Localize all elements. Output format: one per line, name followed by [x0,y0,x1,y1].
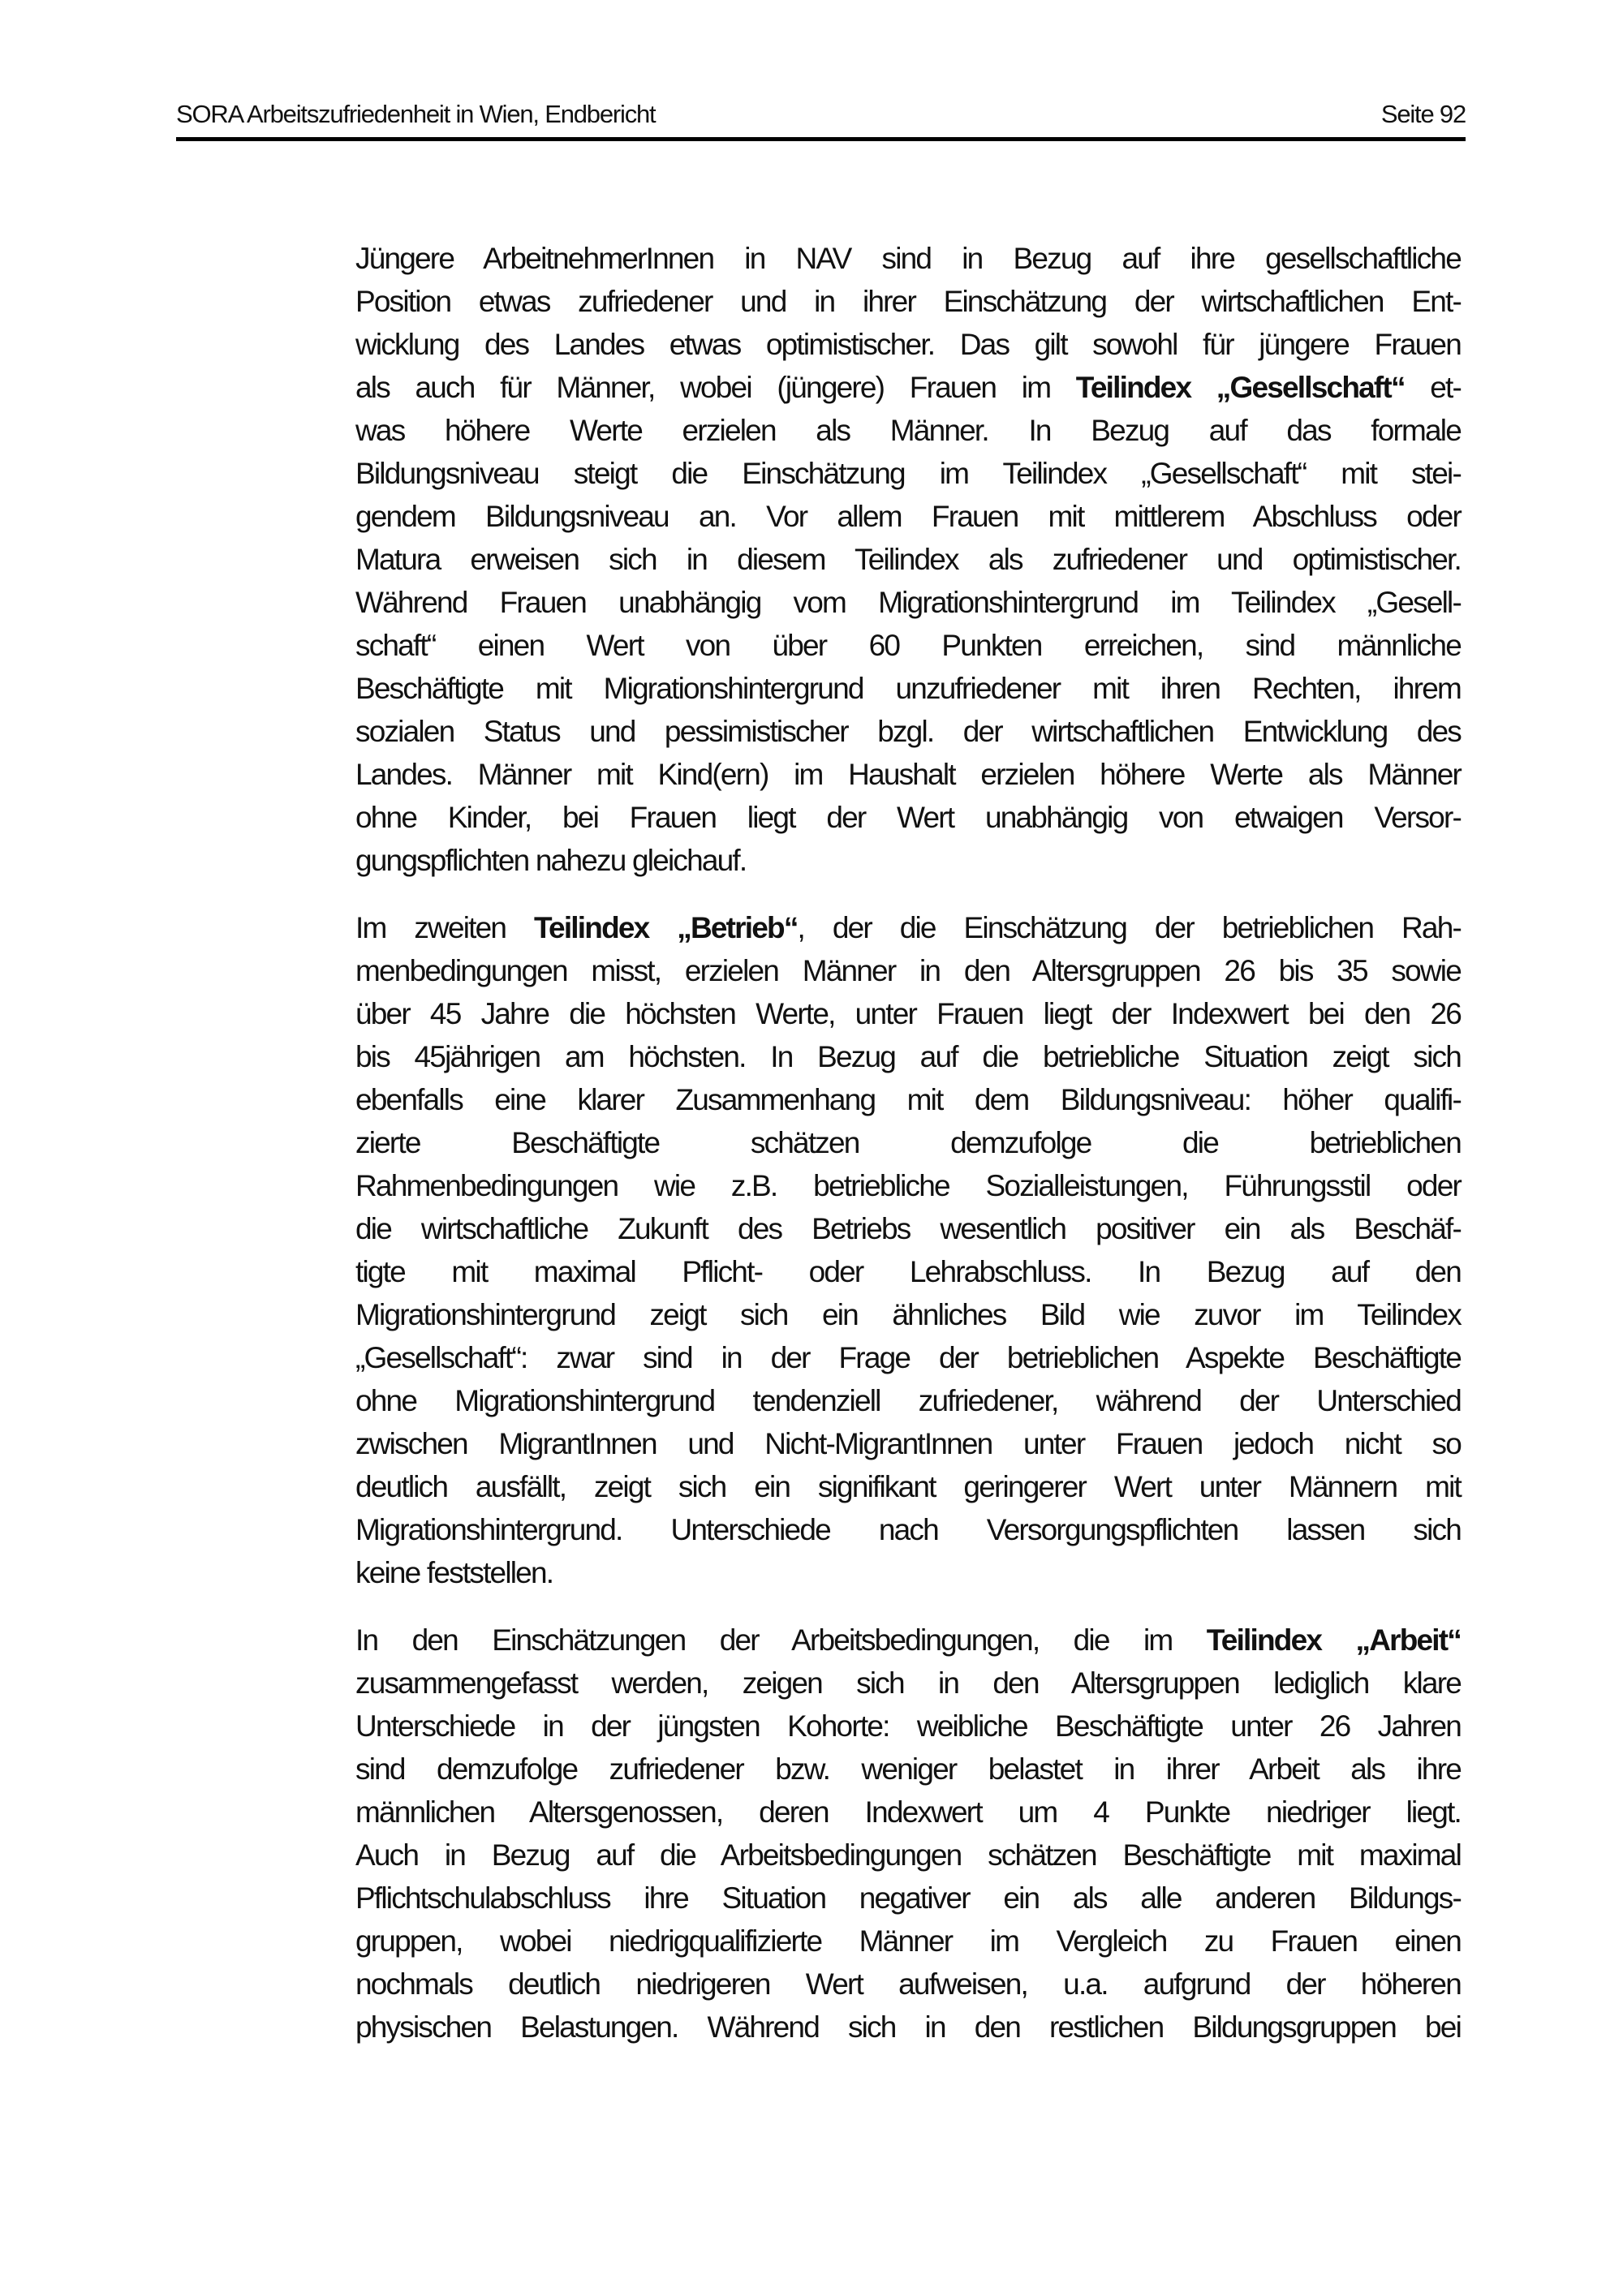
text-line: Beschäftigte mit Migrationshintergrund unzufriedener mit ihren Rechten, ihrem [355,672,1461,705]
text-line: ohne Migrationshintergrund tendenziell zufriedener, während der Unterschied [355,1384,1461,1417]
text-line: Bildungsniveau steigt die Einschätzung im Teilindex „Gesellschaft“ mit stei- [355,457,1461,490]
text-line: Rahmenbedingungen wie z.B. betriebliche Sozialleistungen, Führungsstil oder [355,1169,1461,1202]
text-line: keine feststellen. [355,1556,553,1589]
text-line: Auch in Bezug auf die Arbeitsbedingungen schätzen Beschäftigte mit maximal [355,1838,1461,1872]
text-line: Unterschiede in der jüngsten Kohorte: weibliche Beschäftigte unter 26 Jahren [355,1709,1461,1743]
text-line: ebenfalls eine klarer Zusammenhang mit dem Bildungsniveau: höher qualifi- [355,1083,1461,1116]
text-line: sind demzufolge zufriedener bzw. weniger belastet in ihrer Arbeit als ihre [355,1752,1461,1786]
text-line: Matura erweisen sich in diesem Teilindex als zufriedener und optimistischer. [355,543,1461,576]
text-line: In den Einschätzungen der Arbeitsbedingungen, die im Teilindex „Arbeit“ [355,1623,1461,1657]
paragraph [355,1619,1461,2049]
text-line: bis 45jährigen am höchsten. In Bezug auf die betriebliche Situation zeigt sich [355,1040,1461,1073]
text-line: tigte mit maximal Pflicht- oder Lehrabschluss. In Bezug auf den [355,1255,1461,1288]
text-line: gendem Bildungsniveau an. Vor allem Frauen mit mittlerem Abschluss oder [355,500,1461,533]
text-line: Landes. Männer mit Kind(ern) im Haushalt erzielen höhere Werte als Männer [355,758,1461,791]
text-line: schaft“ einen Wert von über 60 Punkten erreichen, sind männliche [355,629,1461,662]
paragraph [355,906,1461,1594]
document-body [355,237,1461,2049]
text-line: über 45 Jahre die höchsten Werte, unter Frauen liegt der Indexwert bei den 26 [355,997,1461,1030]
text-line: zusammengefasst werden, zeigen sich in den Altersgruppen lediglich klare [355,1666,1461,1700]
text-line: sozialen Status und pessimistischer bzgl. der wirtschaftlichen Entwicklung des [355,715,1461,748]
page-number: Seite 92 [1380,100,1466,128]
text-line: menbedingungen misst, erzielen Männer in den Altersgruppen 26 bis 35 sowie [355,954,1461,987]
running-header-title: SORA Arbeitszufriedenheit in Wien, Endbericht [176,100,656,128]
text-line: Pflichtschulabschluss ihre Situation negativer ein als alle anderen Bildungs- [355,1881,1461,1915]
text-line: ohne Kinder, bei Frauen liegt der Wert unabhängig von etwaigen Versor- [355,801,1461,834]
text-line: Position etwas zufriedener und in ihrer Einschätzung der wirtschaftlichen Ent- [355,285,1461,318]
page-header [176,0,1466,141]
bold-term: Teilindex „Gesellschaft“ [1075,371,1405,404]
bold-term: Teilindex „Betrieb“ [534,911,798,944]
text-line: Während Frauen unabhängig vom Migrationshintergrund im Teilindex „Gesell- [355,586,1461,619]
text-line: zierte Beschäftigte schätzen demzufolge die betrieblichen [355,1126,1461,1159]
text-line: gungspflichten nahezu gleichauf. [355,844,747,877]
text-line: Im zweiten Teilindex „Betrieb“, der die Einschätzung der betrieblichen Rah- [355,911,1461,944]
text-line: „Gesellschaft“: zwar sind in der Frage der betrieblichen Aspekte Beschäftigte [355,1341,1461,1374]
bold-term: Teilindex „Arbeit“ [1206,1623,1461,1657]
text-line: zwischen MigrantInnen und Nicht-MigrantInnen unter Frauen jedoch nicht so [355,1427,1461,1460]
text-line: männlichen Altersgenossen, deren Indexwert um 4 Punkte niedriger liegt. [355,1795,1461,1829]
text-line: Migrationshintergrund. Unterschiede nach Versorgungspflichten lassen sich [355,1513,1461,1546]
text-line: deutlich ausfällt, zeigt sich ein signifikant geringerer Wert unter Männern mit [355,1470,1461,1503]
text-line: nochmals deutlich niedrigeren Wert aufweisen, u.a. aufgrund der höheren [355,1967,1461,2001]
text-line: die wirtschaftliche Zukunft des Betriebs wesentlich positiver ein als Beschäf- [355,1212,1461,1245]
text-line: Migrationshintergrund zeigt sich ein ähnliches Bild wie zuvor im Teilindex [355,1298,1461,1331]
paragraph [355,237,1461,882]
text-line: gruppen, wobei niedrigqualifizierte Männer im Vergleich zu Frauen einen [355,1924,1461,1958]
text-line: Jüngere ArbeitnehmerInnen in NAV sind in Bezug auf ihre gesellschaftliche [355,242,1461,275]
text-line: wicklung des Landes etwas optimistischer. Das gilt sowohl für jüngere Frauen [355,328,1461,361]
text-line: physischen Belastungen. Während sich in den restlichen Bildungsgruppen bei [355,2010,1461,2044]
text-line: was höhere Werte erzielen als Männer. In Bezug auf das formale [355,414,1461,447]
text-line: als auch für Männer, wobei (jüngere) Frauen im Teilindex „Gesellschaft“ et- [355,371,1462,404]
